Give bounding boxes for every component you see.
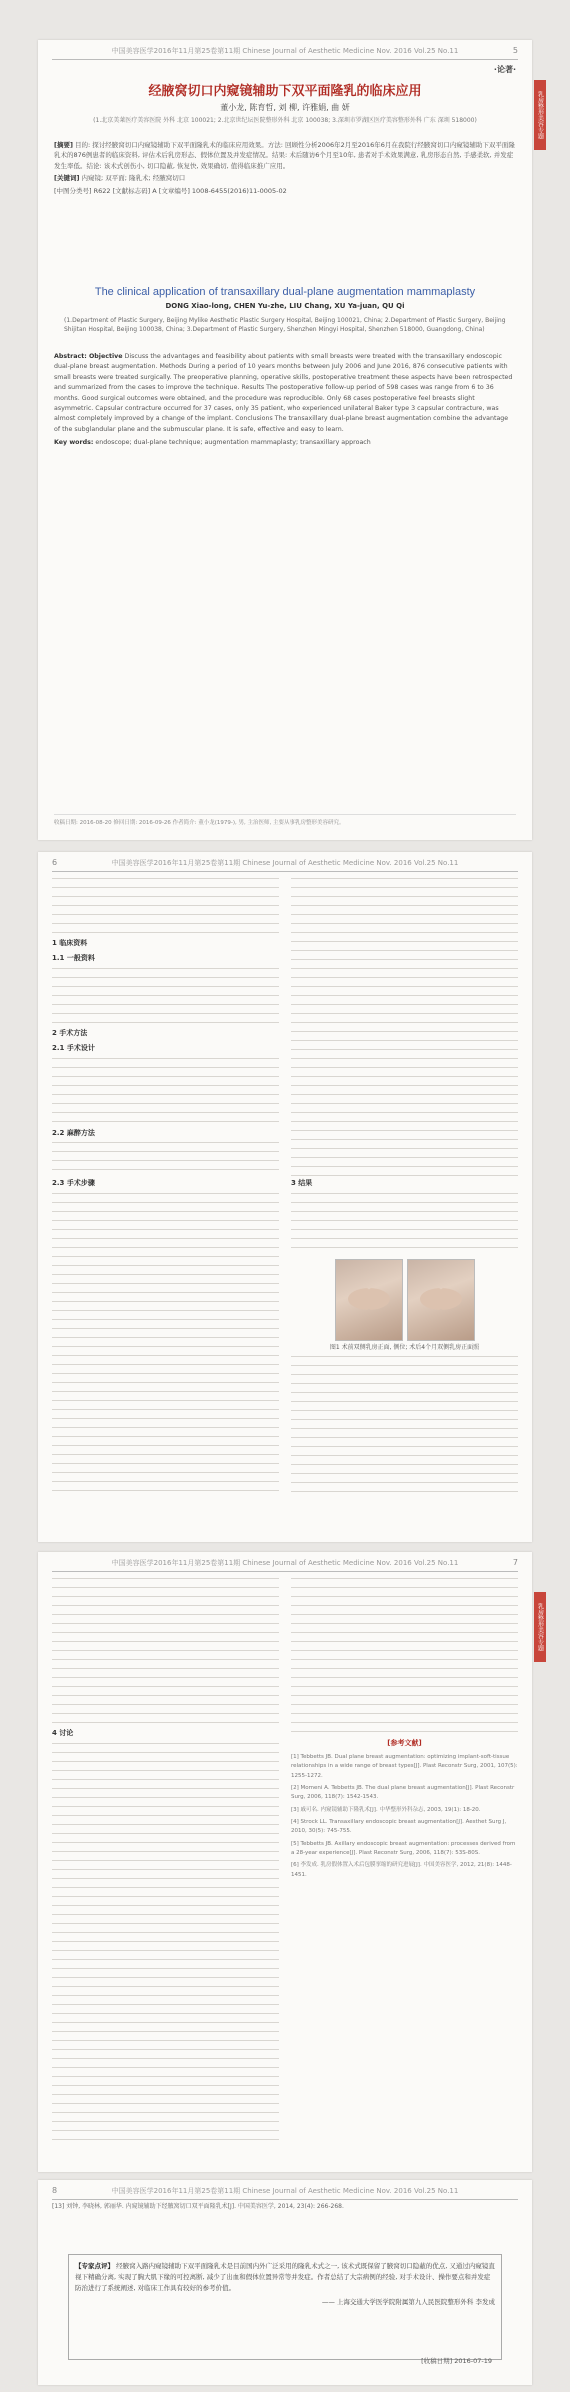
authors-cn: 董小龙, 陈育哲, 刘 柳, 许雅娟, 曲 妍 (220, 103, 350, 112)
article-footnote: 收稿日期: 2016-08-20 修回日期: 2016-09-26 作者简介: 董小龙(1979-), 男, 主治医师, 主要从事乳房整形美容研究。 (54, 814, 516, 826)
body-text-block (52, 1193, 279, 1493)
expert-comment-label: 【专家点评】 (75, 2262, 114, 2270)
reference-item: [4] Strock LL. Transaxillary endoscopic breast augmentation[J]. Aesthet Surg J, 2010, 30(5): 745-755. (291, 1818, 507, 1835)
body-column-left (52, 878, 279, 1496)
body-text-block (52, 1142, 279, 1178)
figure-photos (291, 1259, 518, 1341)
body-columns (52, 878, 518, 1496)
body-column-right (291, 878, 518, 1496)
section-heading: 1 临床资料 (52, 939, 88, 947)
reference-item: [2] Momeni A. Tebbetts JB. The dual plane breast augmentation[J]. Plast Reconstr Surg, 2006, 118(7): 1542-1543. (291, 1784, 515, 1801)
journal-page-4 (38, 2180, 532, 2385)
running-head: 中国美容医学2016年11月第25卷第11期 Chinese Journal of Aesthetic Medicine Nov. 2016 Vol.25 No.11 (52, 46, 518, 60)
affiliation-cn: (1.北京美莱医疗美容医院 外科 北京 100021; 2.北京世纪坛医院整形外科 北京 100038; 3.深圳市罗湖区医疗美容整形外科 广东 深圳 518000) (93, 117, 477, 124)
body-columns (52, 1578, 518, 2143)
journal-page-1 (38, 40, 544, 840)
received-date: [收稿日期] 2016-07-19 (421, 2357, 492, 2365)
expert-comment-box (68, 2254, 502, 2360)
body-column-right (291, 1578, 518, 2143)
article-title-en: The clinical application of transaxillary dual-plane augmentation mammaplasty (94, 286, 476, 298)
article-title-cn: 经腋窝切口内窥镜辅助下双平面隆乳的临床应用 (148, 84, 422, 99)
abstract-cn-text: 目的: 探讨经腋窝切口内窥镜辅助下双平面隆乳术的临床应用效果。方法: 回顾性分析2006年2月至2016年6月在我院行经腋窝切口内窥镜辅助下双平面隆乳术的876例患者的临床资料, 评估术后乳房形态、假体位置及并发症情况。结果: 术后随访6个月至10年, 患者对手术效果满意, 乳房形态自然, 手感柔软, 并发症发生率低。结论: 该术式创伤小, 切口隐蔽, 恢复快, 效果确切, 值得临床推广应用。 (54, 141, 515, 170)
journal-page-3 (38, 1552, 544, 2172)
classification-line: [中图分类号] R622 [文献标志码] A [文章编号] 1008-6455(2016)11-0005-02 (54, 186, 287, 195)
expert-comment-signature: —— 上海交通大学医学院附属第九人民医院整形外科 李发成 (321, 2298, 495, 2307)
keywords-en-label: Key words: (54, 439, 94, 446)
subsection-heading: 2.3 手术步骤 (52, 1179, 95, 1188)
reference-item: [3] 戚可名. 内窥镜辅助下隆乳术[J]. 中华整形外科杂志, 2003, 19(1): 18-20. (291, 1806, 481, 1813)
reference-item: [5] Tebbetts JB. Axillary endoscopic breast augmentation: processes derived from a 28-year experience[J]. Plast Reconstr Surg, 2006, 118(7): 53S-80S. (291, 1840, 516, 1856)
body-text-block (291, 1356, 518, 1496)
running-head: 中国美容医学2016年11月第25卷第11期 Chinese Journal of Aesthetic Medicine Nov. 2016 Vol.25 No.11 (52, 2186, 518, 2200)
authors-en: DONG Xiao-long, CHEN Yu-zhe, LIU Chang, XU Ya-juan, QU Qi (165, 302, 405, 310)
reference-item: [1] Tebbetts JB. Dual plane breast augmentation: optimizing implant-soft-tissue relationships in a wide range of breast types[J]. Plast Reconstr Surg, 2001, 107(5): 1255-1272. (291, 1753, 518, 1779)
body-text-block (52, 878, 279, 938)
patient-photo-preop (335, 1259, 403, 1341)
abstract-en-text: Discuss the advantages and feasibility about patients with small breasts were treated with the transaxillary endoscopic dual-plane breast augmentation. Methods During a period of 10 years months between July 2006 and June 2016, 876 consecutive patients with small breasts were treated surgically. The preoperative planning, operative skills, postoperative treatment these aspects have been retrospected and summarized from the cases to improve the technique. Results The postoperative follow-up period of 598 cases was range from 6 to 36 months. Good surgical outcomes were obtained, and the procedure was reproducible. Only 68 cases postoperative feel breasts slight asymmetric. Capsular contracture occurred for 37 cases, only 35 patient, who experienced unilateral Baker type 3 capsular contracture, was almost completely improved by a change of the implant. Conclusions The transaxillary dual-plane breast augmentation combine the advantage of the subglandular plane and the submuscular plane. It is safe, effective and easy to learn. (54, 353, 513, 433)
page-number: 6 (52, 858, 58, 867)
body-text-block (291, 878, 518, 1178)
keywords-cn: 内窥镜; 双平面; 隆乳术; 经腋窝切口 (81, 174, 186, 183)
body-text-block (52, 1743, 279, 2143)
affiliation-en: (1.Department of Plastic Surgery, Beijing Mylike Aesthetic Plastic Surgery Hospital, Beijing 100021, China; 2.Department of Plastic Surgery, Beijing Shijitan Hospital, Beijing 100038, China; 3.Department of Plastic Surgery, Shenzhen Mingyi Hospital, Shenzhen 518000, Guangdong, China) (64, 317, 506, 333)
reference-item: [6] 李发成. 乳房假体置入术后包膜挛缩的研究进展[J]. 中国美容医学, 2012, 21(8): 1448-1451. (291, 1862, 512, 1878)
abstract-en-label: Abstract: Objective (54, 353, 123, 360)
column-tag: ·论著· (493, 65, 516, 74)
keywords-cn-label: [关键词] (54, 174, 80, 183)
subsection-heading: 2.1 手术设计 (52, 1043, 95, 1052)
running-head: 中国美容医学2016年11月第25卷第11期 Chinese Journal of Aesthetic Medicine Nov. 2016 Vol.25 No.11 (52, 1558, 518, 1572)
section-side-tab: 乳房整形美容专题 (534, 1592, 546, 1662)
abstract-cn (54, 140, 516, 196)
references-heading: [参考文献] (387, 1739, 422, 1747)
reference-item: [13] 刘钟, 李晓林, 郭丽华. 内窥镜辅助下经腋窝切口双平面隆乳术[J]. 中国美容医学, 2014, 23(4): 266-268. (52, 2203, 344, 2210)
abstract-en (54, 352, 516, 448)
section-heading: 4 讨论 (52, 1729, 74, 1737)
body-text-block (52, 1058, 279, 1128)
body-text-block (52, 1578, 279, 1728)
running-head: 中国美容医学2016年11月第25卷第11期 Chinese Journal of Aesthetic Medicine Nov. 2016 Vol.25 No.11 (52, 858, 518, 872)
subsection-heading: 1.1 一般资料 (52, 953, 95, 962)
section-heading: 2 手术方法 (52, 1028, 88, 1037)
page-number: 5 (512, 46, 518, 55)
abstract-cn-label: [摘要] (54, 141, 73, 149)
subsection-heading: 2.2 麻醉方法 (52, 1128, 95, 1137)
body-text-block (291, 1193, 518, 1253)
patient-photo-postop (407, 1259, 475, 1341)
page-number: 8 (52, 2186, 58, 2195)
keywords-en: endoscope; dual-plane technique; augmentation mammaplasty; transaxillary approach (95, 439, 371, 446)
body-column-left (52, 1578, 279, 2143)
page-number: 7 (512, 1558, 518, 1567)
body-text-block (291, 1578, 518, 1738)
expert-comment-text: 经腋窝入路内窥镜辅助下双平面隆乳术是目前国内外广泛采用的隆乳术式之一, 该术式既保留了腋窝切口隐蔽的优点, 又通过内窥镜直视下精确分离, 实现了胸大肌下缘的可控离断, 减少了出血和假体位置异常等并发症。作者总结了大宗病例的经验, 对手术设计、操作要点和并发症防治进行了系统阐述, 对临床工作具有较好的参考价值。 (75, 2262, 495, 2293)
journal-page-2 (38, 852, 532, 1542)
section-heading: 3 结果 (291, 1179, 313, 1187)
section-side-tab: 乳房整形美容专题 (534, 80, 546, 150)
body-text-block (52, 968, 279, 1028)
figure-caption: 图1 术前双侧乳房正面, 侧位; 术后4个月双侧乳房正面照 (329, 1343, 480, 1351)
